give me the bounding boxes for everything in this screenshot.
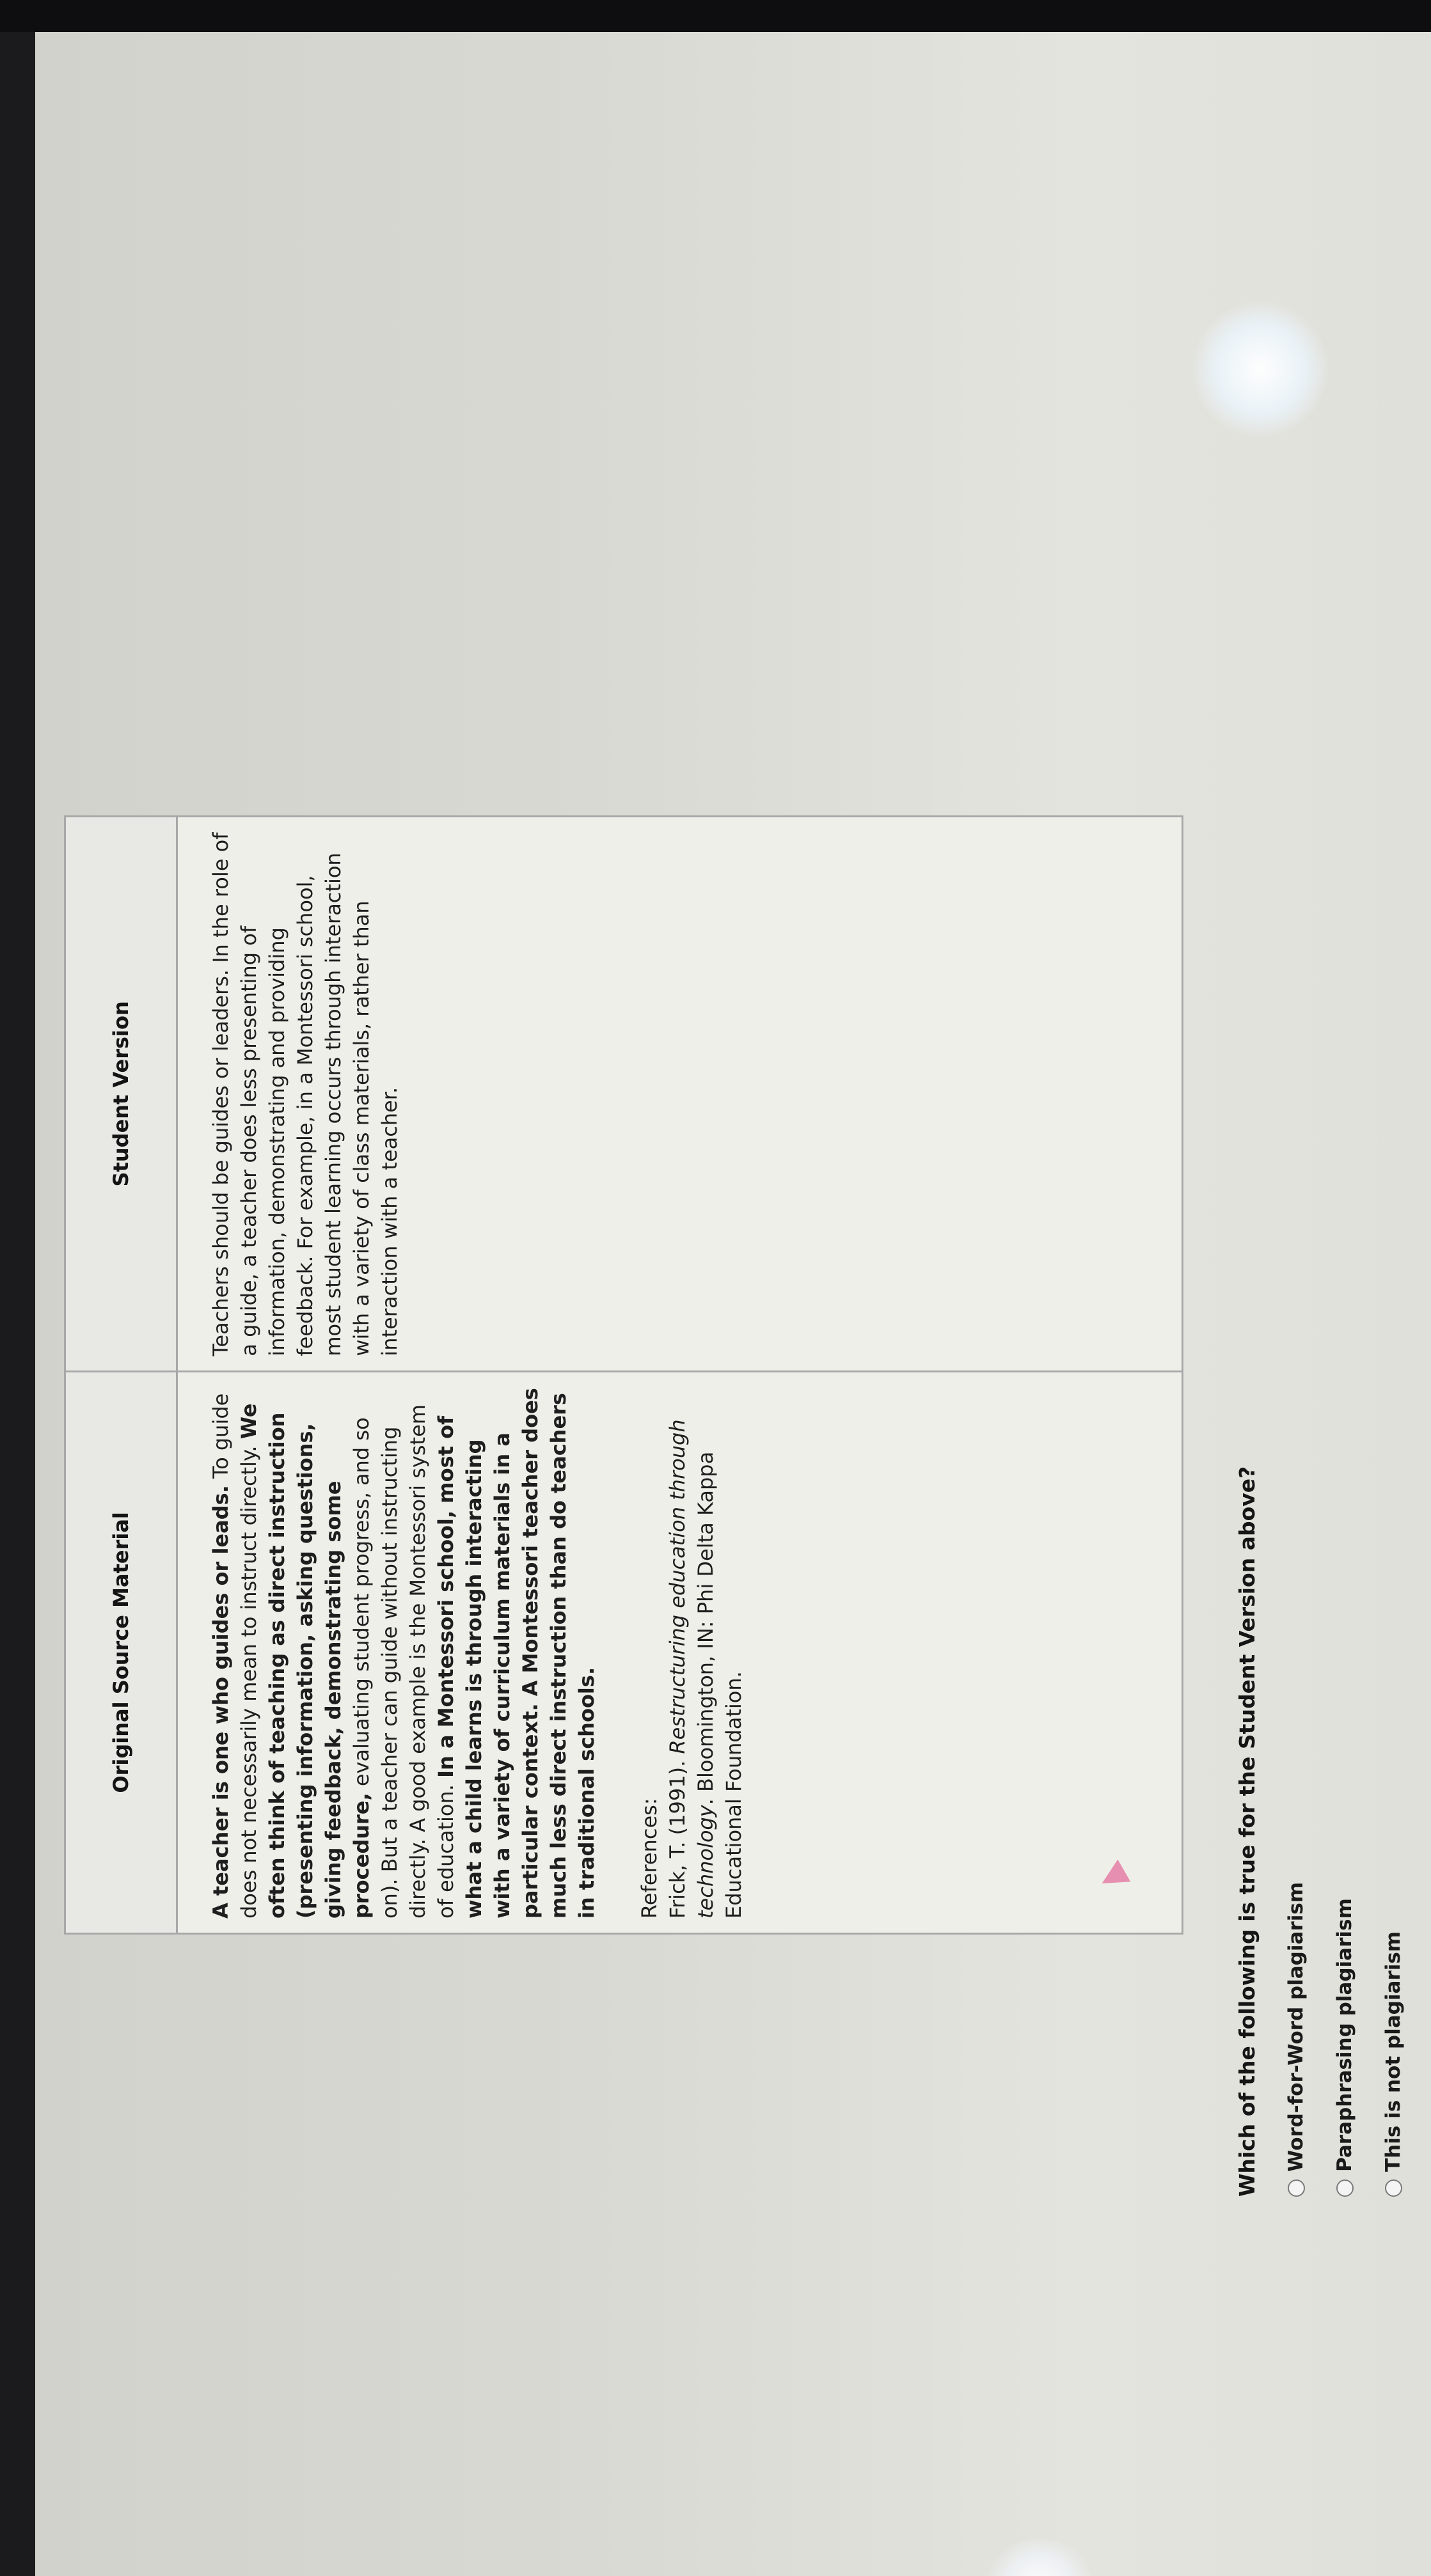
original-segment: To guide does not necessarily mean to instruct directly. xyxy=(209,1393,261,1919)
option-not-plagiarism[interactable] xyxy=(1380,1301,1407,2197)
option-paraphrasing[interactable] xyxy=(1331,1301,1358,2197)
student-version-cell xyxy=(177,817,1183,1372)
references-block xyxy=(635,1386,748,1919)
original-source-cell xyxy=(177,1371,1183,1933)
original-segment: evaluating student progress, and so on). But a teacher can guide without instructing directly. A good example is the Montessori system of education. xyxy=(349,1404,458,1919)
original-passage xyxy=(207,1386,601,1919)
original-segment-bold: A teacher is one who guides or leads. xyxy=(209,1485,233,1919)
comparison-table xyxy=(64,815,1183,1935)
option-label: This is not plagiarism xyxy=(1382,1931,1405,2172)
question-prompt: Which of the following is true for the Student Version above? xyxy=(1235,1466,1260,2197)
header-student-version: Student Version xyxy=(65,817,177,1372)
original-segment-bold: We often think of teaching as direct instruction (presenting information, asking questions, giving feedback, demonstrating some procedure, xyxy=(237,1403,374,1919)
radio-button[interactable] xyxy=(1336,2179,1354,2197)
reference-author: Frick, T. (1991). xyxy=(665,1754,690,1919)
references-label: References: xyxy=(637,1798,661,1919)
rotated-page xyxy=(38,767,1431,2238)
option-word-for-word[interactable] xyxy=(1283,1301,1309,2197)
reference-entry xyxy=(663,1386,748,1919)
option-label: Word-for-Word plagiarism xyxy=(1285,1881,1308,2172)
quiz-page xyxy=(38,767,1431,2238)
screen-glare xyxy=(1193,301,1327,438)
reference-title: Restructuring education through technology xyxy=(665,1419,718,1919)
monitor-bezel xyxy=(0,0,1431,32)
screen-glare xyxy=(982,2539,1097,2576)
option-label: Paraphrasing plagiarism xyxy=(1333,1898,1356,2172)
reference-publisher: . Bloomington, IN: Phi Delta Kappa Educational Foundation. xyxy=(693,1451,746,1919)
answer-options xyxy=(1283,1301,1428,2197)
radio-button[interactable] xyxy=(1385,2179,1402,2197)
student-passage: Teachers should be guides or leaders. In the role of a guide, a teacher does less presenting of information, demonstrating and providing feedback. For example, in a Montessori school, most student learning occurs through interaction with a variety of class materials, rather than interaction with a teacher. xyxy=(209,832,402,1356)
header-original-source: Original Source Material xyxy=(65,1371,177,1933)
original-segment-bold: In a Montessori school, most of what a child learns is through interacting with a variety of curriculum materials in a particular context. A Montessori teacher does much less direct instruction than do teachers in traditional schools. xyxy=(434,1388,599,1919)
radio-button[interactable] xyxy=(1288,2179,1305,2197)
